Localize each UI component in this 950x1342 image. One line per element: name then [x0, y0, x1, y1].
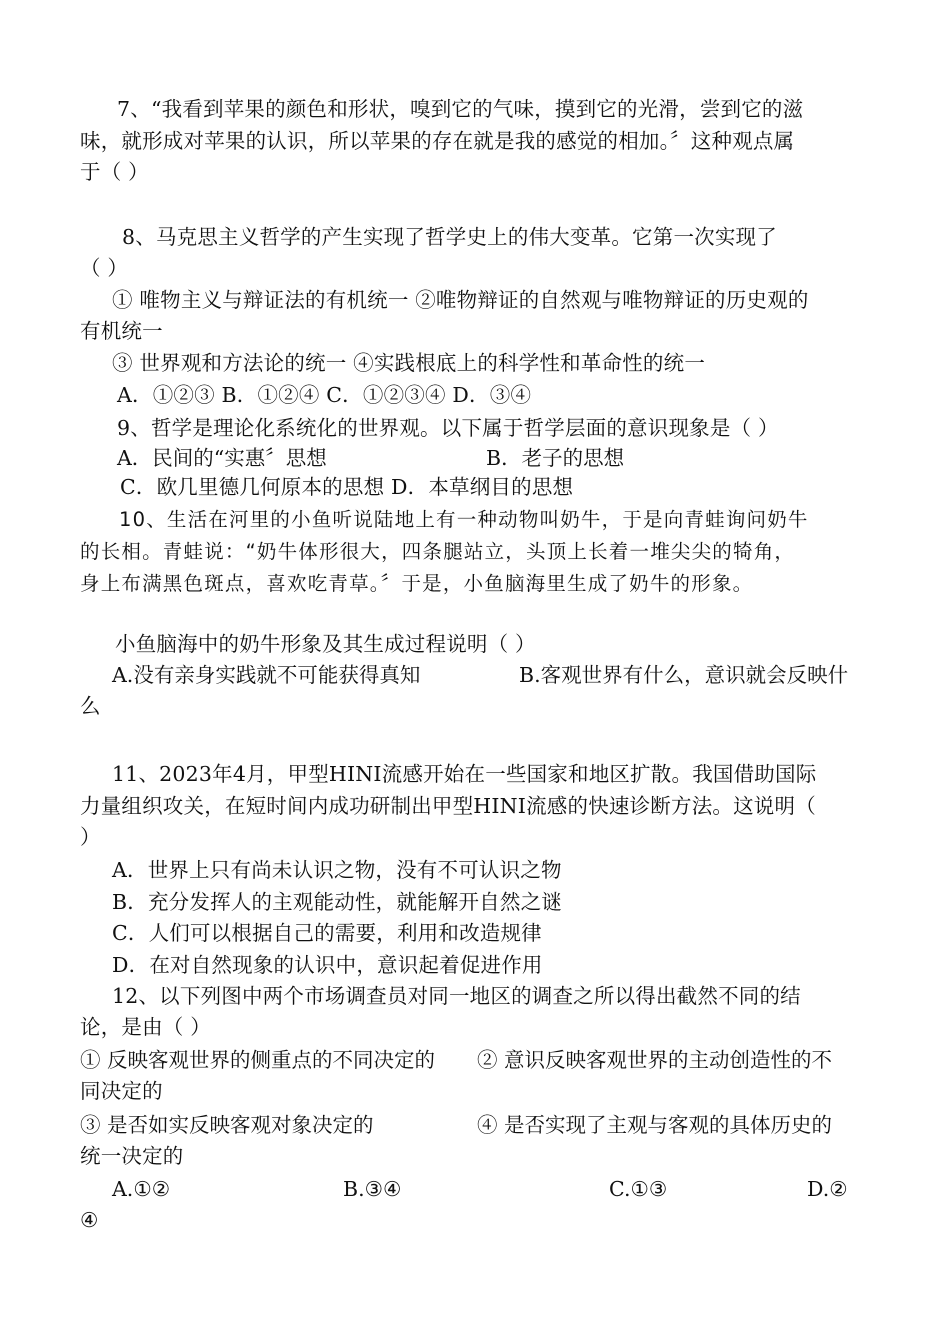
q12-item-3: ③ 是否如实反映客观对象决定的	[80, 1113, 374, 1137]
q11-option-a: A．世界上只有尚未认识之物，没有不可认识之物	[112, 858, 562, 882]
q12-item-4-cont: 统一决定的	[80, 1144, 184, 1168]
q12-item-2-cont: 同决定的	[80, 1079, 163, 1103]
q11-line-1: 11、2023年4月，甲型HINI流感开始在一些国家和地区扩散。我国借助国际	[112, 762, 817, 786]
q12-option-d: D.②	[807, 1177, 848, 1201]
q12-option-d-cont: ④	[80, 1208, 99, 1232]
q9-option-b: B．老子的思想	[486, 446, 625, 470]
q8-line-2: （ ）	[80, 256, 129, 280]
q8-line-1: 8、马克思主义哲学的产生实现了哲学史上的伟大变革。它第一次实现了	[122, 225, 777, 249]
q9-line-3: C．欧几里德几何原本的思想 D．本草纲目的思想	[120, 475, 574, 499]
q12-item-1: ① 反映客观世界的侧重点的不同决定的	[80, 1048, 436, 1072]
q12-item-2: ② 意识反映客观世界的主动创造性的不	[477, 1048, 833, 1072]
q7-line-3: 于（ ）	[80, 160, 149, 184]
q8-options: A．①②③ B．①②④ C．①②③④ D．③④	[117, 383, 532, 407]
q12-option-b: B.③④	[343, 1177, 402, 1201]
q12-item-4: ④ 是否实现了主观与客观的具体历史的	[477, 1113, 833, 1137]
q10-option-a: A.没有亲身实践就不可能获得真知	[112, 663, 421, 687]
q10-line-6: 么	[80, 694, 101, 718]
q8-line-5: ③ 世界观和方法论的统一 ④实践根底上的科学性和革命性的统一	[112, 351, 706, 375]
q11-line-3: ）	[80, 825, 101, 849]
q10-line-1: 10、生活在河里的小鱼听说陆地上有一种动物叫奶牛，于是向青蛙询问奶牛	[119, 508, 809, 531]
q10-line-3: 身上布满黑色斑点，喜欢吃青草。〞于是，小鱼脑海里生成了奶牛的形象。	[80, 572, 754, 595]
q11-option-c: C．人们可以根据自己的需要，利用和改造规律	[112, 921, 542, 945]
q11-option-d: D．在对自然现象的认识中，意识起着促进作用	[112, 953, 543, 977]
q12-line-2: 论，是由（ ）	[80, 1015, 211, 1039]
q7-line-1: 7、“我看到苹果的颜色和形状，嗅到它的气味，摸到它的光滑，尝到它的滋	[117, 97, 804, 121]
q9-line-1: 9、哲学是理论化系统化的世界观。以下属于哲学层面的意识现象是（ ）	[117, 416, 779, 440]
q10-option-b: B.客观世界有什么，意识就会反映什	[519, 663, 849, 687]
q11-option-b: B．充分发挥人的主观能动性，就能解开自然之谜	[112, 890, 562, 914]
q12-option-a: A.①②	[112, 1177, 171, 1201]
q8-line-4: 有机统一	[80, 319, 163, 343]
q7-line-2: 味，就形成对苹果的认识，所以苹果的存在就是我的感觉的相加。〞这种观点属	[80, 129, 795, 153]
q9-option-a: A．民间的“实惠〞思想	[117, 446, 327, 470]
q12-line-1: 12、以下列图中两个市场调查员对同一地区的调查之所以得出截然不同的结	[112, 984, 801, 1008]
q10-line-2: 的长相。青蛙说：“奶牛体形很大，四条腿站立，头顶上长着一堆尖尖的犄角，	[80, 540, 796, 563]
q11-line-2: 力量组织攻关，在短时间内成功研制出甲型HINI流感的快速诊断方法。这说明（	[80, 794, 816, 818]
q10-line-4: 小鱼脑海中的奶牛形象及其生成过程说明（ ）	[115, 632, 536, 656]
q12-option-c: C.①③	[609, 1177, 668, 1201]
q8-line-3: ① 唯物主义与辩证法的有机统一 ②唯物辩证的自然观与唯物辩证的历史观的	[112, 288, 809, 312]
